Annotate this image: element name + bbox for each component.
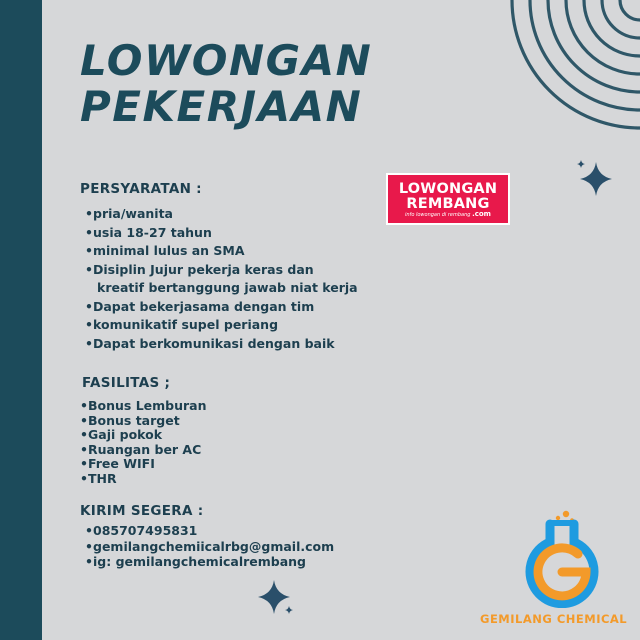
list-item: • minimal lulus an SMA: [85, 242, 358, 259]
brand-word-2: CHEMICAL: [556, 612, 628, 626]
list-item: • Free WIFI: [80, 457, 207, 472]
sparkle-icon: [574, 158, 618, 200]
concentric-arcs: [440, 0, 640, 150]
left-accent-bar: [0, 0, 42, 640]
fasilitas-list: [80, 399, 207, 486]
list-item: • Bonus target: [80, 414, 207, 429]
list-item: • Disiplin Jujur pekerja keras dan: [85, 261, 358, 278]
list-item: • usia 18-27 tahun: [85, 224, 358, 241]
brand-word-1: GEMILANG: [480, 612, 553, 626]
page-title: [80, 38, 372, 130]
list-item: • THR: [80, 472, 207, 487]
list-item: • 085707495831: [85, 523, 334, 539]
list-item: • Bonus Lemburan: [80, 399, 207, 414]
list-item: • Gaji pokok: [80, 428, 207, 443]
list-item: • Dapat bekerjasama dengan tim: [85, 298, 358, 315]
flask-g-logo-icon: [520, 508, 604, 608]
kirim-list: [85, 523, 334, 570]
list-item: • gemilangchemiicalrbg@gmail.com: [85, 539, 334, 555]
badge-tld: .com: [472, 210, 491, 218]
kirim-heading: KIRIM SEGERA :: [80, 503, 204, 519]
title-line-2: PEKERJAAN: [80, 82, 363, 131]
badge-line-2: REMBANG: [406, 196, 490, 212]
badge-subtitle: info lowongan di rembang: [405, 212, 471, 218]
list-item: • ig: gemilangchemicalrembang: [85, 554, 334, 570]
fasilitas-heading: FASILITAS ;: [82, 375, 171, 391]
persyaratan-list: [85, 205, 358, 353]
list-item: • Dapat berkomunikasi dengan baik: [85, 335, 358, 352]
sparkle-icon: [252, 576, 296, 618]
badge-line-1: LOWONGAN: [398, 181, 498, 197]
list-item: • pria/wanita: [85, 205, 358, 222]
list-item-continued: kreatif bertanggung jawab niat kerja: [97, 280, 358, 295]
title-line-1: LOWONGAN: [80, 36, 373, 85]
persyaratan-heading: PERSYARATAN :: [80, 181, 202, 197]
list-item: • komunikatif supel periang: [85, 316, 358, 333]
list-item: • Ruangan ber AC: [80, 443, 207, 458]
brand-name: [480, 612, 627, 626]
lowongan-rembang-badge: [386, 173, 510, 225]
